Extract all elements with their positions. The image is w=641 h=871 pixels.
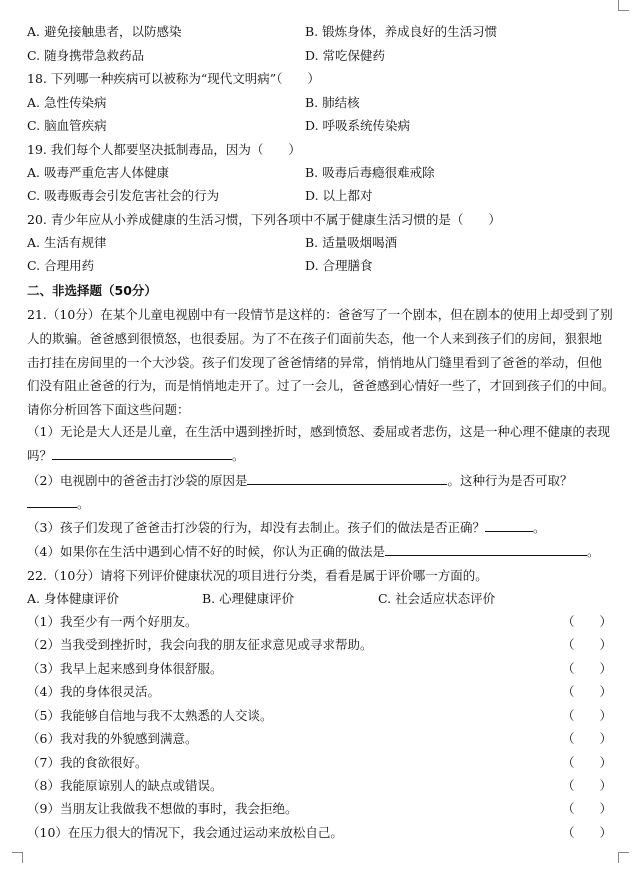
q19-option-a: A. 吸毒严重危害人体健康 xyxy=(27,165,169,180)
q20-option-c: C. 合理用药 xyxy=(27,258,95,273)
q22-item-9: （9）当朋友让我做我不想做的事时，我会拒绝。 xyxy=(27,801,298,816)
q22-item-6: （6）我对我的外貌感到满意。 xyxy=(27,731,198,746)
q22-category-a: A. 身体健康评价 xyxy=(27,591,119,606)
section-2-title: 二、非选择题（50分） xyxy=(27,283,157,298)
q21-sub4-answer-blank[interactable] xyxy=(385,543,587,556)
q22-item-6-answer-bracket[interactable]: （ ） xyxy=(562,731,613,746)
q21-paragraph-line-1: 21.（10分）在某个儿童电视剧中有一段情节是这样的：爸爸写了一个剧本，但在剧本的使用上却受到了别 xyxy=(27,307,613,322)
q18-option-d: D. 呼吸系统传染病 xyxy=(305,118,411,133)
q19-option-b: B. 吸毒后毒瘾很难戒除 xyxy=(305,165,435,180)
q22-item-1: （1）我至少有一两个好朋友。 xyxy=(27,614,198,629)
q22-item-7-answer-bracket[interactable]: （ ） xyxy=(562,755,613,770)
q21-sub2-answer-blank-judgment[interactable] xyxy=(27,495,77,508)
q19-option-c: C. 吸毒贩毒会引发危害社会的行为 xyxy=(27,188,220,203)
q18-option-b: B. 肺结核 xyxy=(305,95,360,110)
q17-option-c: C. 随身携带急救药品 xyxy=(27,48,145,63)
q22-item-1-answer-bracket[interactable]: （ ） xyxy=(562,614,613,629)
q21-sub2-period: 。 xyxy=(77,496,90,511)
q22-item-8-answer-bracket[interactable]: （ ） xyxy=(562,778,613,793)
q22-stem: 22.（10分）请将下列评价健康状况的项目进行分类，看看是属于评价哪一方面的。 xyxy=(27,568,488,583)
q21-sub3-answer-blank[interactable] xyxy=(485,519,533,532)
crop-mark-top-right xyxy=(618,0,629,11)
q21-sub1-period: 。 xyxy=(232,448,245,463)
q22-item-5-answer-bracket[interactable]: （ ） xyxy=(562,708,613,723)
q21-sub1-line-2 xyxy=(27,447,245,464)
q17-option-b: B. 锻炼身体，养成良好的生活习惯 xyxy=(305,24,498,39)
q22-item-4: （4）我的身体很灵活。 xyxy=(27,684,160,699)
q22-item-8: （8）我能原谅别人的缺点或错误。 xyxy=(27,778,223,793)
q21-sub2-answer-blank-reason[interactable] xyxy=(247,472,447,485)
q21-sub2-followup: 。这种行为是否可取？ xyxy=(447,473,573,488)
q21-sub4-period: 。 xyxy=(586,544,600,559)
q22-item-5: （5）我能够自信地与我不太熟悉的人交谈。 xyxy=(27,708,273,723)
q21-sub2-question: （2）电视剧中的爸爸击打沙袋的原因是 xyxy=(27,473,248,488)
q17-option-a: A. 避免接触患者，以防感染 xyxy=(27,24,182,39)
q22-item-9-answer-bracket[interactable]: （ ） xyxy=(562,801,613,816)
q19-stem: 19. 我们每个人都要坚决抵制毒品，因为（ ） xyxy=(27,142,301,157)
q19-option-d: D. 以上都对 xyxy=(305,188,373,203)
q20-option-b: B. 适量吸烟喝酒 xyxy=(305,235,398,250)
q21-sub1-answer-blank[interactable] xyxy=(52,447,232,460)
q18-option-c: C. 脑血管疾病 xyxy=(27,118,107,133)
q22-category-c: C. 社会适应状态评价 xyxy=(378,591,496,606)
q18-stem: 18. 下列哪一种疾病可以被称为“现代文明病”（ ） xyxy=(27,71,320,86)
q20-option-a: A. 生活有规律 xyxy=(27,235,107,250)
q22-item-10: （10）在压力很大的情况下，我会通过运动来放松自己。 xyxy=(27,825,343,840)
q22-item-4-answer-bracket[interactable]: （ ） xyxy=(562,684,613,699)
q20-option-d: D. 合理膳食 xyxy=(305,258,373,273)
q22-item-7: （7）我的食欲很好。 xyxy=(27,755,148,770)
q21-sub1-line-1: （1）无论是大人还是儿童，在生活中遇到挫折时，感到愤怒、委屈或者悲伤，这是一种心理不健康的表现 xyxy=(27,424,610,439)
q22-item-10-answer-bracket[interactable]: （ ） xyxy=(562,825,613,840)
q22-item-3-answer-bracket[interactable]: （ ） xyxy=(562,661,613,676)
q21-sub4-question: （4）如果你在生活中遇到心情不好的时候，你认为正确的做法是 xyxy=(27,544,385,559)
q22-item-2: （2）当我受到挫折时，我会向我的朋友征求意见或寻求帮助。 xyxy=(27,637,373,652)
q21-sub3-question: （3）孩子们发现了爸爸击打沙袋的行为，却没有去制止。孩子们的做法是否正确？ xyxy=(27,520,485,535)
q17-option-d: D. 常吃保健药 xyxy=(305,48,386,63)
crop-mark-bottom-left xyxy=(12,852,23,863)
q21-paragraph-line-2: 人的欺骗。爸爸感到很愤怒，也很委屈。为了不在孩子们面前失态，他一个人来到孩子们的房间，狠狠地 xyxy=(27,331,603,346)
q21-sub2-line-1 xyxy=(27,472,572,489)
q21-sub1-question: 吗？ xyxy=(27,448,53,463)
q21-paragraph-line-4: 们没有阻止爸爸的行为，而是悄悄地走开了。过了一会儿，爸爸感到心情好一些了，才回到孩子们的中间。 xyxy=(27,378,615,393)
q21-paragraph-line-3: 击打挂在房间里的一个大沙袋。孩子们发现了爸爸情绪的异常，悄悄地从门缝里看到了爸爸的举动，但他 xyxy=(27,355,603,370)
q21-sub2-line-2 xyxy=(27,495,90,512)
q18-option-a: A. 急性传染病 xyxy=(27,95,107,110)
q22-item-3: （3）我早上起来感到身体很舒服。 xyxy=(27,661,223,676)
q21-sub3-line xyxy=(27,519,545,536)
crop-mark-bottom-right xyxy=(618,852,629,863)
q22-category-b: B. 心理健康评价 xyxy=(202,591,295,606)
q20-stem: 20. 青少年应从小养成健康的生活习惯，下列各项中不属于健康生活习惯的是（ ） xyxy=(27,212,501,227)
q22-item-2-answer-bracket[interactable]: （ ） xyxy=(562,637,613,652)
q21-sub3-period: 。 xyxy=(532,520,546,535)
q21-instruction: 请你分析回答下面这些问题： xyxy=(27,402,190,417)
q21-sub4-line xyxy=(27,543,599,560)
